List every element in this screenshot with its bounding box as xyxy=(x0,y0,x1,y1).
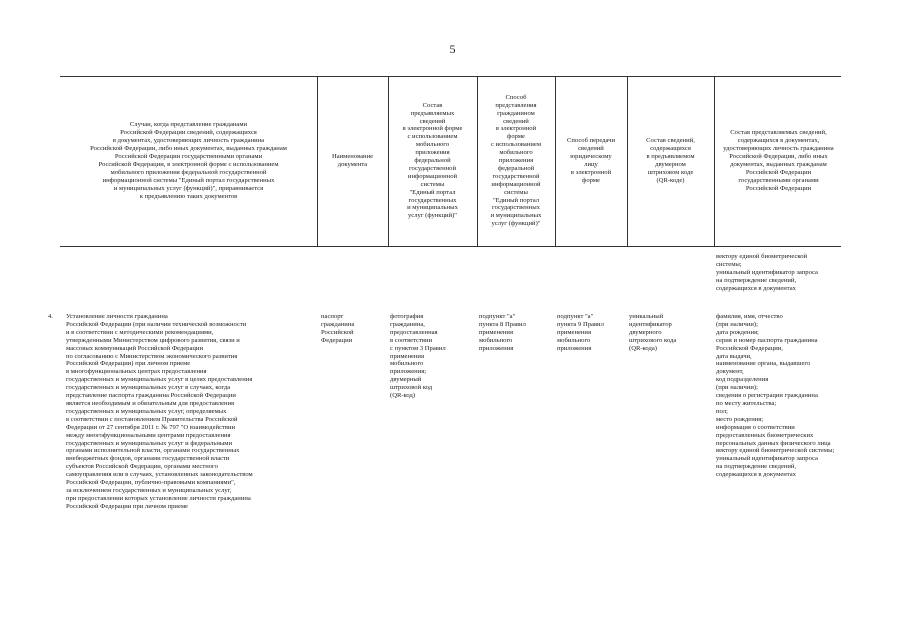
header-info-composition xyxy=(716,78,841,244)
page-number: 5 xyxy=(449,42,456,56)
row-composition: фотография гражданина, предоставленная в соответствии с пунктом 3 Правил применения мобильного приложения; двумерный штриховой код (QR-код) xyxy=(390,313,446,400)
header-submission-method-text: Способ представления гражданином сведений в электронной форме с использованием мобильного приложения федеральной государственной информационной системы "Единый портал государственных и муниципальных услуг (функций)" xyxy=(490,93,542,228)
header-transfer-method-text: Способ передачи сведений юридическому лицу в электронной форме xyxy=(566,137,616,184)
header-document-name-text: Наименование документа xyxy=(331,153,374,168)
header-submission-method xyxy=(479,78,553,244)
header-document-name xyxy=(319,78,386,244)
row-transfer-method: подпункт "а" пункта 9 Правил применения мобильного приложения xyxy=(557,313,604,352)
row-qr-composition: уникальный идентификатор двумерного штрихового кода (QR-кода) xyxy=(629,313,677,352)
column-divider xyxy=(555,76,556,246)
header-composition xyxy=(390,78,475,244)
column-divider xyxy=(627,76,628,246)
row-info-composition: фамилия, имя, отчество (при наличии); дата рождения; серия и номер паспорта гражданина Российской Федерации, дата выдачи, наименование органа, выдавшего документ, код подразделения (при наличии); сведения о регистрации гражданина по месту жительства; пол; место рождения; информация о соответствии предоставленных биометрических персональных данных физического лица вектору единой биометрической системы; уникальный идентификатор запроса на подтверждение сведений, содержащихся в документах xyxy=(716,313,835,479)
header-qr-composition xyxy=(629,78,712,244)
table-header-bottom-border xyxy=(60,246,841,247)
header-case xyxy=(62,78,315,244)
table-top-border xyxy=(60,76,841,77)
column-divider xyxy=(477,76,478,246)
row-case-text: Установление личности гражданина Российской Федерации (при наличии технической возможности и в соответствии с методическими рекомендациями, утвержденными Министерством цифрового развития, связи и массовых коммуникаций Российской Федерации по согласованию с Министерством экономического развития Российской Федерации) при личном приеме в многофункциональных центрах предоставления государственных и муниципальных услуг в целях предоставления государственных и муниципальных услуг в случаях, когда представление паспорта гражданина Российской Федерации является необходимым и обязательным для предоставления государственных и муниципальных услуг, определяемых в соответствии с постановлением Правительства Российской Федерации от 27 сентября 2011 г. № 797 "О взаимодействии между многофункциональными центрами предоставления государственных и муниципальных услуг и федеральными органами исполнительной власти, органами государственных внебюджетных фондов, органами государственной власти субъектов Российской Федерации, органами местного самоуправления или в случаях, установленных законодательством Российской Федерации, публично-правовыми компаниями", за исключением государственных и муниципальных услуг, при предоставлении которых установление личности гражданина Российской Федерации при личном приеме xyxy=(66,313,253,510)
column-divider xyxy=(317,76,318,246)
row-number: 4. xyxy=(48,313,53,320)
column-divider xyxy=(714,76,715,246)
header-transfer-method xyxy=(557,78,625,244)
continuation-text: вектору единой биометрической системы; уникальный идентификатор запроса на подтверждение сведений, содержащихся в документах xyxy=(716,253,818,292)
header-composition-text: Состав предъявляемых сведений в электронной форме с использованием мобильного приложения федеральной государственной информационной системы "Единый портал государственных и муниципальных услуг (функций)" xyxy=(402,101,463,220)
row-submission-method: подпункт "а" пункта 8 Правил применения мобильного приложения xyxy=(479,313,526,352)
column-divider xyxy=(388,76,389,246)
header-case-text: Случаи, когда представление гражданами Российской Федерации сведений, содержащихся в документах, удостоверяющих личность гражданина Российской Федерации, либо иных документах, выданных гражданам Российской Федерации государственными органами Российской Федерации, в электронной форме с использованием мобильного приложения федеральной государственной информационной системы "Единый портал государственных и муниципальных услуг (функций)", приравнивается к предъявлению таких документов xyxy=(90,121,287,200)
header-qr-composition-text: Состав сведений, содержащихся в предъявляемом двумерном штриховом коде (QR-коде) xyxy=(646,137,695,184)
row-document-name: паспорт гражданина Российской Федерации xyxy=(321,313,355,344)
header-info-composition-text: Состав представляемых сведений, содержащихся в документах, удостоверяющих личность гражданина Российской Федерации, либо иных документах, выданных гражданам Российской Федерации государственными органами Российской Федерации xyxy=(723,129,834,192)
